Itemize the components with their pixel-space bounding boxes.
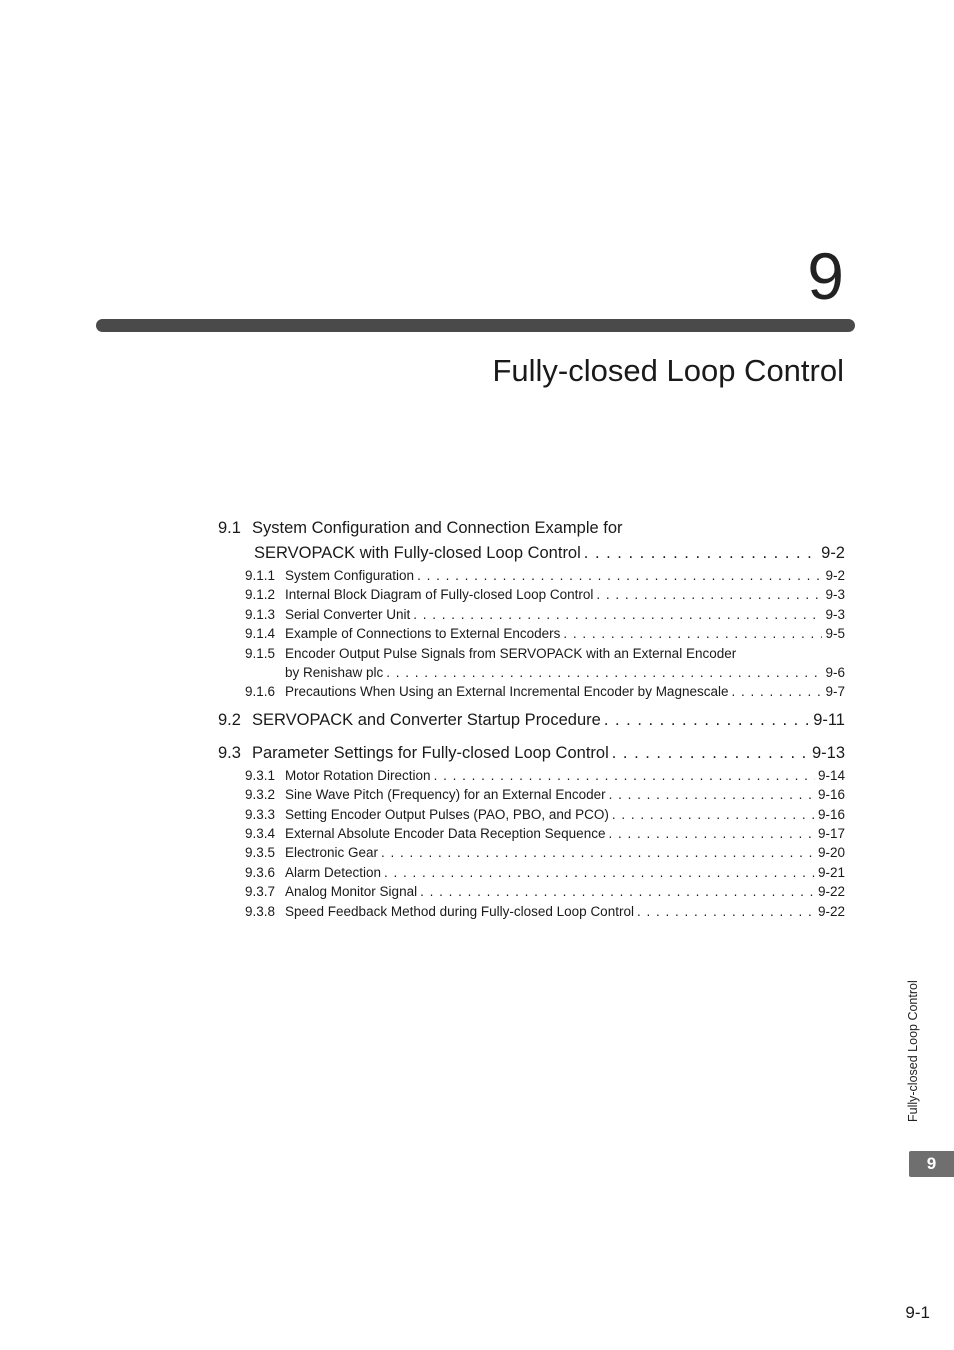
- toc-item-9-3-1[interactable]: [218, 766, 845, 785]
- dot-leader: [434, 766, 815, 785]
- side-tab-chapter-label: Fully-closed Loop Control: [906, 980, 920, 1122]
- toc-section-9-1-continued[interactable]: [218, 541, 845, 566]
- dot-leader: [384, 863, 815, 882]
- toc-item-title: Internal Block Diagram of Fully-closed Loop Control: [285, 587, 594, 603]
- toc-item-number: 9.3.8: [245, 903, 276, 919]
- toc-section-9-1[interactable]: [218, 516, 845, 541]
- dot-leader: [637, 902, 815, 921]
- dot-leader: [612, 805, 815, 824]
- toc-item-title: Precautions When Using an External Incremental Encoder by Magnescale: [285, 684, 729, 700]
- toc-item-title-line2: by Renishaw plc: [285, 665, 384, 681]
- toc-item-number: 9.1.3: [245, 606, 276, 622]
- toc-section-9-3[interactable]: [218, 741, 845, 766]
- toc-item-number: 9.1.6: [245, 684, 276, 700]
- toc-page: 9-22: [817, 903, 845, 919]
- toc-item-title: Electronic Gear: [285, 845, 379, 861]
- toc-page: 9-2: [821, 544, 845, 562]
- toc-page: 9-17: [817, 826, 845, 842]
- toc-item-title: Motor Rotation Direction: [285, 767, 431, 783]
- toc-item-9-1-1[interactable]: [218, 566, 845, 585]
- toc-item-number: 9.3.7: [245, 884, 276, 900]
- toc-item-9-1-5[interactable]: [218, 644, 845, 663]
- toc-page: 9-2: [825, 568, 845, 583]
- toc-item-9-3-2[interactable]: [218, 785, 845, 804]
- toc-page: 9-7: [825, 684, 845, 700]
- toc-page: 9-16: [817, 787, 845, 803]
- toc-item-number: 9.3.4: [245, 826, 276, 842]
- dot-leader: [609, 785, 815, 804]
- toc-item-title: External Absolute Encoder Data Reception Sequence: [285, 826, 606, 842]
- toc-item-9-1-5-continued[interactable]: [218, 663, 845, 682]
- toc-section-number: 9.3: [218, 743, 241, 762]
- dot-leader: [563, 624, 822, 643]
- toc-page: 9-21: [817, 864, 845, 880]
- toc-section-title: Parameter Settings for Fully-closed Loop Control: [252, 743, 609, 762]
- toc-item-9-1-6[interactable]: [218, 682, 845, 701]
- toc-item-9-3-7[interactable]: [218, 882, 845, 901]
- toc-page: 9-3: [825, 606, 845, 622]
- toc-item-title: Example of Connections to External Encoders: [285, 626, 561, 642]
- dot-leader: [596, 585, 822, 604]
- toc-item-9-1-4[interactable]: [218, 624, 845, 643]
- toc-item-number: 9.1.5: [245, 645, 276, 661]
- toc-item-title: Alarm Detection: [285, 864, 382, 880]
- dot-leader: [604, 708, 810, 733]
- side-tab-chapter-number[interactable]: 9: [909, 1151, 954, 1177]
- toc-item-number: 9.3.5: [245, 845, 276, 861]
- dot-leader: [413, 605, 822, 624]
- toc-item-title: Analog Monitor Signal: [285, 884, 418, 900]
- chapter-number: 9: [807, 239, 844, 313]
- dot-leader: [612, 741, 809, 766]
- toc-item-title: Setting Encoder Output Pulses (PAO, PBO, and PCO): [285, 806, 609, 822]
- chapter-divider-bar: [96, 319, 855, 332]
- toc-item-9-1-3[interactable]: [218, 605, 845, 624]
- table-of-contents: [218, 516, 845, 921]
- toc-item-9-3-8[interactable]: [218, 902, 845, 921]
- toc-section-title: SERVOPACK and Converter Startup Procedure: [252, 710, 601, 729]
- toc-section-number: 9.1: [218, 519, 241, 537]
- toc-item-number: 9.3.3: [245, 806, 276, 822]
- chapter-title: Fully-closed Loop Control: [492, 353, 844, 388]
- toc-section-9-2[interactable]: [218, 708, 845, 733]
- toc-page: 9-16: [817, 806, 845, 822]
- dot-leader: [417, 566, 822, 585]
- dot-leader: [608, 824, 815, 843]
- toc-page: 9-20: [817, 845, 845, 861]
- toc-section-number: 9.2: [218, 710, 241, 729]
- toc-item-9-1-2[interactable]: [218, 585, 845, 604]
- toc-item-9-3-4[interactable]: [218, 824, 845, 843]
- toc-item-number: 9.1.2: [245, 587, 276, 603]
- toc-section-title-line2: SERVOPACK with Fully-closed Loop Control: [254, 544, 581, 562]
- toc-section-title-line1: System Configuration and Connection Example for: [252, 519, 623, 537]
- toc-item-title: Speed Feedback Method during Fully-closed Loop Control: [285, 903, 634, 919]
- toc-page: 9-13: [811, 743, 845, 762]
- toc-item-number: 9.1.4: [245, 626, 276, 642]
- toc-item-title: System Configuration: [285, 568, 415, 583]
- toc-item-number: 9.3.1: [245, 767, 276, 783]
- toc-page: 9-22: [817, 884, 845, 900]
- toc-page: 9-5: [825, 626, 845, 642]
- dot-leader: [731, 682, 822, 701]
- dot-leader: [381, 843, 815, 862]
- toc-item-number: 9.3.2: [245, 787, 276, 803]
- toc-item-number: 9.1.1: [245, 568, 276, 583]
- toc-item-9-3-5[interactable]: [218, 843, 845, 862]
- toc-item-title: Encoder Output Pulse Signals from SERVOPACK with an External Encoder: [285, 645, 737, 661]
- dot-leader: [420, 882, 815, 901]
- toc-item-9-3-6[interactable]: [218, 863, 845, 882]
- toc-page: 9-11: [813, 710, 845, 729]
- toc-item-title: Sine Wave Pitch (Frequency) for an External Encoder: [285, 787, 606, 803]
- toc-page: 9-3: [825, 587, 845, 603]
- toc-item-title: Serial Converter Unit: [285, 606, 411, 622]
- page-number: 9-1: [905, 1303, 930, 1322]
- dot-leader: [584, 541, 818, 566]
- toc-page: 9-14: [817, 767, 845, 783]
- toc-item-number: 9.3.6: [245, 864, 276, 880]
- toc-item-9-3-3[interactable]: [218, 805, 845, 824]
- dot-leader: [386, 663, 822, 682]
- toc-page: 9-6: [825, 665, 845, 681]
